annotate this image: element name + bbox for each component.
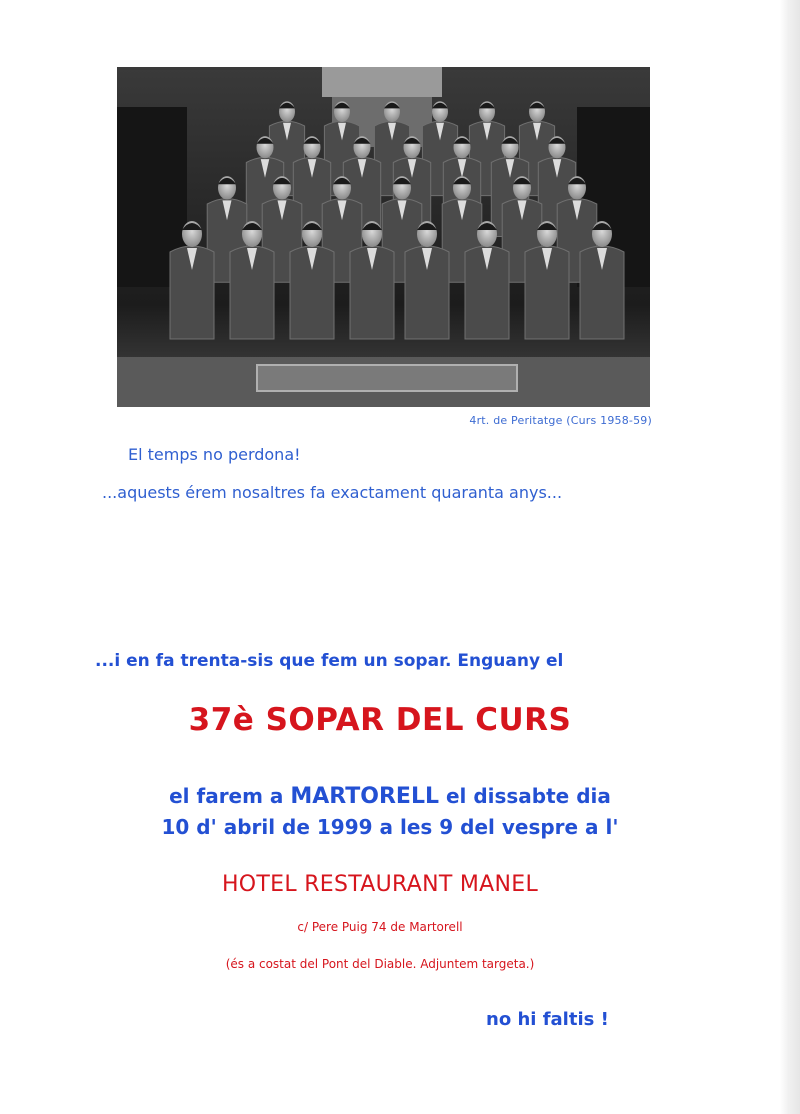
venue-note: (és a costat del Pont del Diable. Adjuntem targeta.) bbox=[225, 957, 535, 971]
details-line-1-post: el dissabte dia bbox=[438, 784, 611, 808]
page-edge-shadow bbox=[780, 0, 800, 1114]
details-line-2: 10 d' abril de 1999 a les 9 del vespre a l' bbox=[161, 815, 619, 839]
venue-name: HOTEL RESTAURANT MANEL bbox=[221, 872, 539, 897]
subtitle-line-1: El temps no perdona! bbox=[128, 445, 301, 464]
city-name: MARTORELL bbox=[290, 784, 439, 809]
details-line-1 bbox=[0, 784, 780, 809]
details-line-1-pre: el farem a bbox=[169, 784, 291, 808]
group-photo-image bbox=[117, 67, 650, 407]
photo-caption: 4rt. de Peritatge (Curs 1958-59) bbox=[469, 414, 652, 427]
intro-line: ...i en fa trenta-sis que fem un sopar. Enguany el bbox=[95, 651, 564, 671]
subtitle-line-2: ...aquests érem nosaltres fa exactament quaranta anys... bbox=[102, 483, 563, 502]
venue-address: c/ Pere Puig 74 de Martorell bbox=[297, 920, 463, 934]
group-photo bbox=[117, 67, 650, 407]
closing-line: no hi faltis ! bbox=[486, 1009, 609, 1030]
event-title: 37è SOPAR DEL CURS bbox=[188, 702, 572, 738]
